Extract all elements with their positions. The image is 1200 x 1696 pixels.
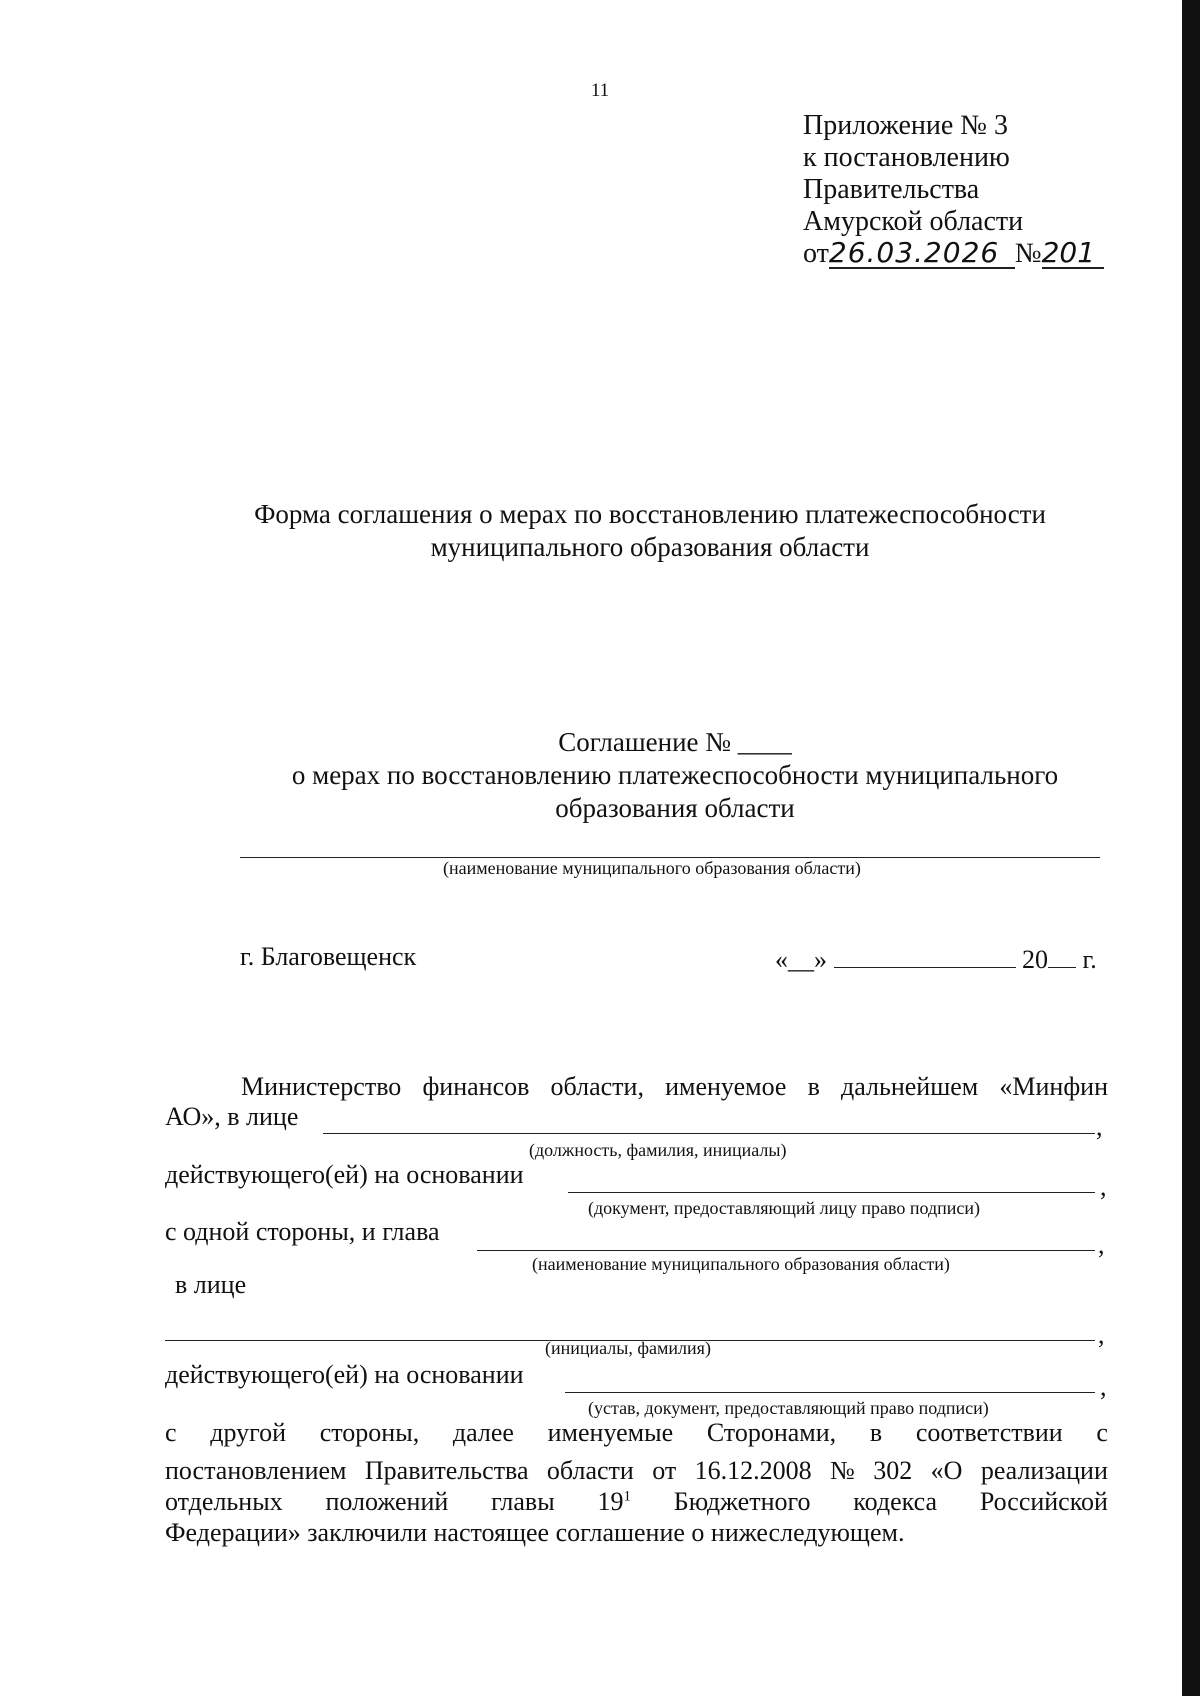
form-title-line-1: Форма соглашения о мерах по восстановлению платежеспособности: [254, 499, 1046, 529]
appendix-date-line: [803, 238, 1104, 270]
agreement-heading: [200, 726, 1150, 825]
word: далее: [452, 1418, 514, 1447]
paragraph-1-line-2: АО», в лице: [165, 1102, 299, 1131]
form-title: [200, 498, 1100, 564]
word: положений: [325, 1487, 449, 1516]
word: области: [546, 1456, 634, 1485]
word: отдельных: [165, 1487, 283, 1516]
agreement-heading-line-3: образования области: [555, 793, 795, 823]
year-suffix: г.: [1082, 945, 1097, 974]
caption-document-1: (документ, предоставляющий лицу право подписи): [588, 1198, 980, 1218]
word: главы: [491, 1487, 555, 1516]
word: «О: [930, 1456, 963, 1485]
word: 302: [873, 1456, 913, 1485]
word: кодекса: [853, 1487, 938, 1516]
comma: ,: [1098, 1320, 1105, 1349]
date-blank: [775, 945, 1097, 975]
caption-document-2: (устав, документ, предоставляющий право подписи): [588, 1398, 989, 1418]
date-day-blank: «__»: [775, 945, 827, 974]
word: Министерство: [241, 1072, 402, 1101]
date-month-blank: [834, 945, 1016, 968]
word: 16.12.2008: [694, 1456, 812, 1485]
year-prefix: 20: [1022, 945, 1048, 974]
word: именуемое: [665, 1072, 787, 1101]
basis-blank-1: [568, 1192, 1095, 1193]
word: Правительства: [364, 1456, 529, 1485]
agreement-heading-line-1: Соглашение № ____: [558, 727, 792, 757]
chapter-number: [597, 1487, 631, 1517]
word: Бюджетного: [673, 1487, 811, 1516]
word: дальнейшем: [841, 1072, 979, 1101]
word: от: [652, 1456, 677, 1485]
word: Сторонами,: [706, 1418, 837, 1447]
basis-line-1: действующего(ей) на основании: [165, 1160, 524, 1189]
appendix-line-4: Амурской области: [803, 206, 1024, 237]
word: «Минфин: [999, 1072, 1108, 1101]
word: постановлением: [165, 1456, 347, 1485]
word: с: [165, 1418, 177, 1447]
word: финансов: [422, 1072, 530, 1101]
comma: ,: [1100, 1172, 1107, 1201]
comma: ,: [1098, 1230, 1105, 1259]
number-prefix: №: [1014, 238, 1042, 269]
word: с: [1096, 1418, 1108, 1447]
caption-initials: (инициалы, фамилия): [545, 1338, 711, 1358]
word: в: [869, 1418, 883, 1447]
word: Российской: [979, 1487, 1108, 1516]
municipality-name-caption: (наименование муниципального образования области): [443, 858, 861, 878]
basis-line-2: действующего(ей) на основании: [165, 1360, 524, 1389]
word: в: [807, 1072, 820, 1101]
appendix-line-1: Приложение № 3: [803, 110, 1008, 141]
head-line: с одной стороны, и глава: [165, 1217, 440, 1246]
paragraph-2-line-2: [165, 1456, 1108, 1486]
date-prefix: от: [803, 238, 829, 269]
appendix-line-3: Правительства: [803, 174, 980, 205]
word: 19: [597, 1487, 624, 1516]
municipality-blank: [477, 1250, 1095, 1251]
superscript: 1: [623, 1488, 631, 1505]
handwritten-date: 26.03.2026: [829, 239, 1015, 269]
city: г. Благовещенск: [240, 942, 417, 971]
person-line: в лице: [175, 1270, 247, 1299]
word: стороны,: [319, 1418, 420, 1447]
word: именуемые: [547, 1418, 674, 1447]
page-number: 11: [590, 80, 610, 101]
caption-municipality: (наименование муниципального образования области): [532, 1254, 950, 1274]
word: соответствии: [915, 1418, 1063, 1447]
word: другой: [210, 1418, 287, 1447]
word: реализации: [980, 1456, 1108, 1485]
comma: ,: [1100, 1372, 1107, 1401]
word: №: [830, 1456, 855, 1485]
form-title-line-2: муниципального образования области: [430, 532, 870, 562]
caption-position-name: (должность, фамилия, инициалы): [529, 1140, 787, 1160]
paragraph-2-line-3: [165, 1487, 1108, 1517]
handwritten-number: 201: [1042, 239, 1104, 269]
comma: ,: [1096, 1112, 1103, 1141]
scan-edge: [1182, 0, 1200, 1696]
appendix-block: [803, 110, 1104, 270]
paragraph-1-line-1: [165, 1072, 1108, 1102]
basis-blank-2: [565, 1392, 1095, 1393]
agreement-heading-line-2: о мерах по восстановлению платежеспособности муниципального: [291, 760, 1059, 790]
word: области,: [550, 1072, 644, 1101]
appendix-line-2: к постановлению: [803, 142, 1010, 173]
signatory-line-1: [323, 1133, 1095, 1134]
year-blank: [1048, 945, 1076, 968]
paragraph-2-line-1: [165, 1418, 1108, 1448]
paragraph-2-line-4: Федерации» заключили настоящее соглашение о нижеследующем.: [165, 1518, 905, 1547]
